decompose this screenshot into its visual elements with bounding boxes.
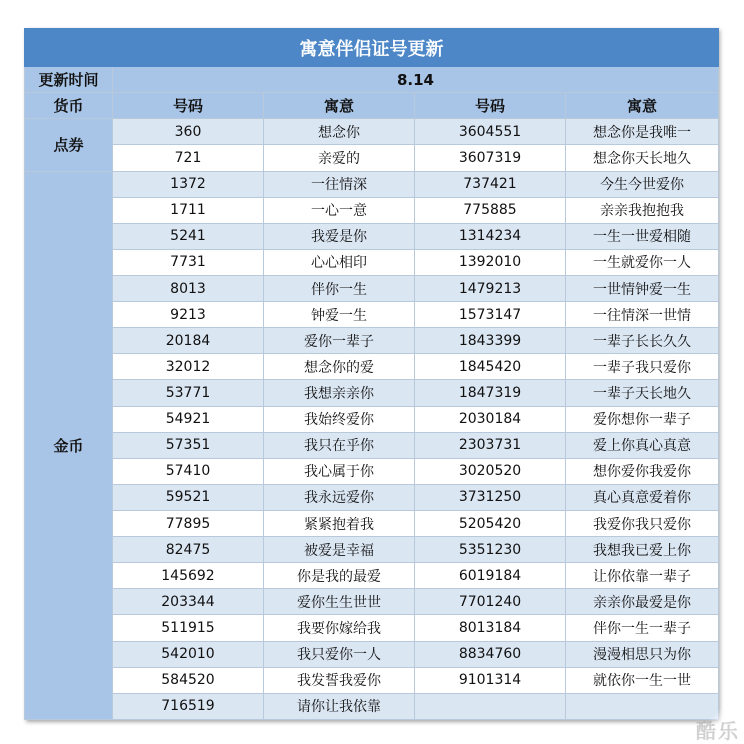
meaning-cell: 一心一意 xyxy=(264,197,415,223)
meaning-cell: 爱你生生世世 xyxy=(264,589,415,615)
table-row xyxy=(25,249,719,275)
number-cell: 721 xyxy=(113,145,264,171)
meaning-cell: 亲爱的 xyxy=(264,145,415,171)
table-row xyxy=(25,302,719,328)
number-cell: 32012 xyxy=(113,354,264,380)
meaning-cell: 一生就爱你一人 xyxy=(566,249,719,275)
meaning-cell: 我爱你我只爱你 xyxy=(566,511,719,537)
table-row xyxy=(25,458,719,484)
meaning-cell: 想念你是我唯一 xyxy=(566,119,719,145)
meaning-cell: 我始终爱你 xyxy=(264,406,415,432)
meaning-cell: 真心真意爱着你 xyxy=(566,484,719,510)
header-currency: 货币 xyxy=(25,93,113,119)
number-cell: 1479213 xyxy=(415,276,566,302)
meaning-cell: 一辈子我只爱你 xyxy=(566,354,719,380)
meaning-cell: 一往情深 xyxy=(264,171,415,197)
meaning-cell: 漫漫相思只为你 xyxy=(566,641,719,667)
number-cell: 53771 xyxy=(113,380,264,406)
number-cell: 3731250 xyxy=(415,484,566,510)
number-cell: 20184 xyxy=(113,328,264,354)
meaning-cell: 伴你一生 xyxy=(264,276,415,302)
number-cell: 1392010 xyxy=(415,249,566,275)
meaning-cell: 我想我已爱上你 xyxy=(566,537,719,563)
number-cell: 145692 xyxy=(113,563,264,589)
meaning-cell: 心心相印 xyxy=(264,249,415,275)
number-cell: 1711 xyxy=(113,197,264,223)
meaning-cell: 我只在乎你 xyxy=(264,432,415,458)
table-row xyxy=(25,223,719,249)
table-row xyxy=(25,354,719,380)
meaning-cell: 亲亲你最爱是你 xyxy=(566,589,719,615)
meaning-cell: 我只爱你一人 xyxy=(264,641,415,667)
table-row xyxy=(25,145,719,171)
number-cell: 542010 xyxy=(113,641,264,667)
table-row xyxy=(25,667,719,693)
table-row xyxy=(25,615,719,641)
meaning-cell: 紧紧抱着我 xyxy=(264,511,415,537)
table-row xyxy=(25,641,719,667)
number-cell: 5351230 xyxy=(415,537,566,563)
currency-cell: 点券 xyxy=(25,119,113,171)
header-number-2: 号码 xyxy=(415,93,566,119)
header-number-1: 号码 xyxy=(113,93,264,119)
meaning-cell: 亲亲我抱抱我 xyxy=(566,197,719,223)
number-cell: 3607319 xyxy=(415,145,566,171)
number-cell: 1847319 xyxy=(415,380,566,406)
header-meaning-2: 寓意 xyxy=(566,93,719,119)
number-cell: 1845420 xyxy=(415,354,566,380)
number-cell: 54921 xyxy=(113,406,264,432)
table-row xyxy=(25,563,719,589)
meaning-cell: 请你让我依靠 xyxy=(264,693,415,719)
number-cell: 1372 xyxy=(113,171,264,197)
code-table-frame xyxy=(24,28,718,720)
table-row xyxy=(25,693,719,719)
number-cell: 7701240 xyxy=(415,589,566,615)
table-row xyxy=(25,537,719,563)
meaning-cell: 钟爱一生 xyxy=(264,302,415,328)
meaning-cell: 一往情深一世情 xyxy=(566,302,719,328)
meaning-cell: 我心属于你 xyxy=(264,458,415,484)
table-row xyxy=(25,197,719,223)
number-cell: 57351 xyxy=(113,432,264,458)
number-cell: 57410 xyxy=(113,458,264,484)
number-cell: 737421 xyxy=(415,171,566,197)
meaning-cell: 想念你 xyxy=(264,119,415,145)
number-cell: 8013 xyxy=(113,276,264,302)
table-row xyxy=(25,380,719,406)
number-cell: 82475 xyxy=(113,537,264,563)
table-row xyxy=(25,276,719,302)
number-cell: 3020520 xyxy=(415,458,566,484)
meaning-cell: 爱你一辈子 xyxy=(264,328,415,354)
number-cell: 716519 xyxy=(113,693,264,719)
number-cell: 7731 xyxy=(113,249,264,275)
number-cell: 9101314 xyxy=(415,667,566,693)
number-cell: 203344 xyxy=(113,589,264,615)
meaning-cell: 今生今世爱你 xyxy=(566,171,719,197)
meaning-cell: 我要你嫁给我 xyxy=(264,615,415,641)
number-cell: 511915 xyxy=(113,615,264,641)
meaning-cell: 想你爱你我爱你 xyxy=(566,458,719,484)
update-time-label: 更新时间 xyxy=(25,67,113,93)
meaning-cell: 我发誓我爱你 xyxy=(264,667,415,693)
meaning-cell: 我永远爱你 xyxy=(264,484,415,510)
table-title: 寓意伴侣证号更新 xyxy=(25,29,719,67)
number-cell: 2303731 xyxy=(415,432,566,458)
meaning-cell: 一世情钟爱一生 xyxy=(566,276,719,302)
code-table xyxy=(24,28,719,720)
watermark-logo xyxy=(684,704,744,744)
number-cell: 5205420 xyxy=(415,511,566,537)
meaning-cell: 一辈子天长地久 xyxy=(566,380,719,406)
meaning-cell: 我爱是你 xyxy=(264,223,415,249)
number-cell: 8834760 xyxy=(415,641,566,667)
currency-cell: 金币 xyxy=(25,171,113,719)
meaning-cell: 伴你一生一辈子 xyxy=(566,615,719,641)
number-cell xyxy=(415,693,566,719)
number-cell: 5241 xyxy=(113,223,264,249)
meaning-cell: 想念你的爱 xyxy=(264,354,415,380)
number-cell: 1573147 xyxy=(415,302,566,328)
table-row xyxy=(25,511,719,537)
meaning-cell: 想念你天长地久 xyxy=(566,145,719,171)
meaning-cell: 爱你想你一辈子 xyxy=(566,406,719,432)
number-cell: 360 xyxy=(113,119,264,145)
meaning-cell: 被爱是幸福 xyxy=(264,537,415,563)
table-row xyxy=(25,589,719,615)
table-row xyxy=(25,328,719,354)
table-row xyxy=(25,119,719,145)
table-row xyxy=(25,406,719,432)
number-cell: 77895 xyxy=(113,511,264,537)
meaning-cell: 一生一世爱相随 xyxy=(566,223,719,249)
table-row xyxy=(25,171,719,197)
meaning-cell: 让你依靠一辈子 xyxy=(566,563,719,589)
meaning-cell: 我想亲亲你 xyxy=(264,380,415,406)
number-cell: 59521 xyxy=(113,484,264,510)
number-cell: 1314234 xyxy=(415,223,566,249)
table-row xyxy=(25,432,719,458)
number-cell: 6019184 xyxy=(415,563,566,589)
number-cell: 3604551 xyxy=(415,119,566,145)
meaning-cell: 你是我的最爱 xyxy=(264,563,415,589)
number-cell: 584520 xyxy=(113,667,264,693)
meaning-cell: 就依你一生一世 xyxy=(566,667,719,693)
number-cell: 775885 xyxy=(415,197,566,223)
meaning-cell: 一辈子长长久久 xyxy=(566,328,719,354)
watermark-text: 酷乐 xyxy=(696,719,740,743)
header-meaning-1: 寓意 xyxy=(264,93,415,119)
meaning-cell: 爱上你真心真意 xyxy=(566,432,719,458)
number-cell: 1843399 xyxy=(415,328,566,354)
number-cell: 8013184 xyxy=(415,615,566,641)
number-cell: 9213 xyxy=(113,302,264,328)
number-cell: 2030184 xyxy=(415,406,566,432)
update-time-value: 8.14 xyxy=(113,67,719,93)
table-row xyxy=(25,484,719,510)
